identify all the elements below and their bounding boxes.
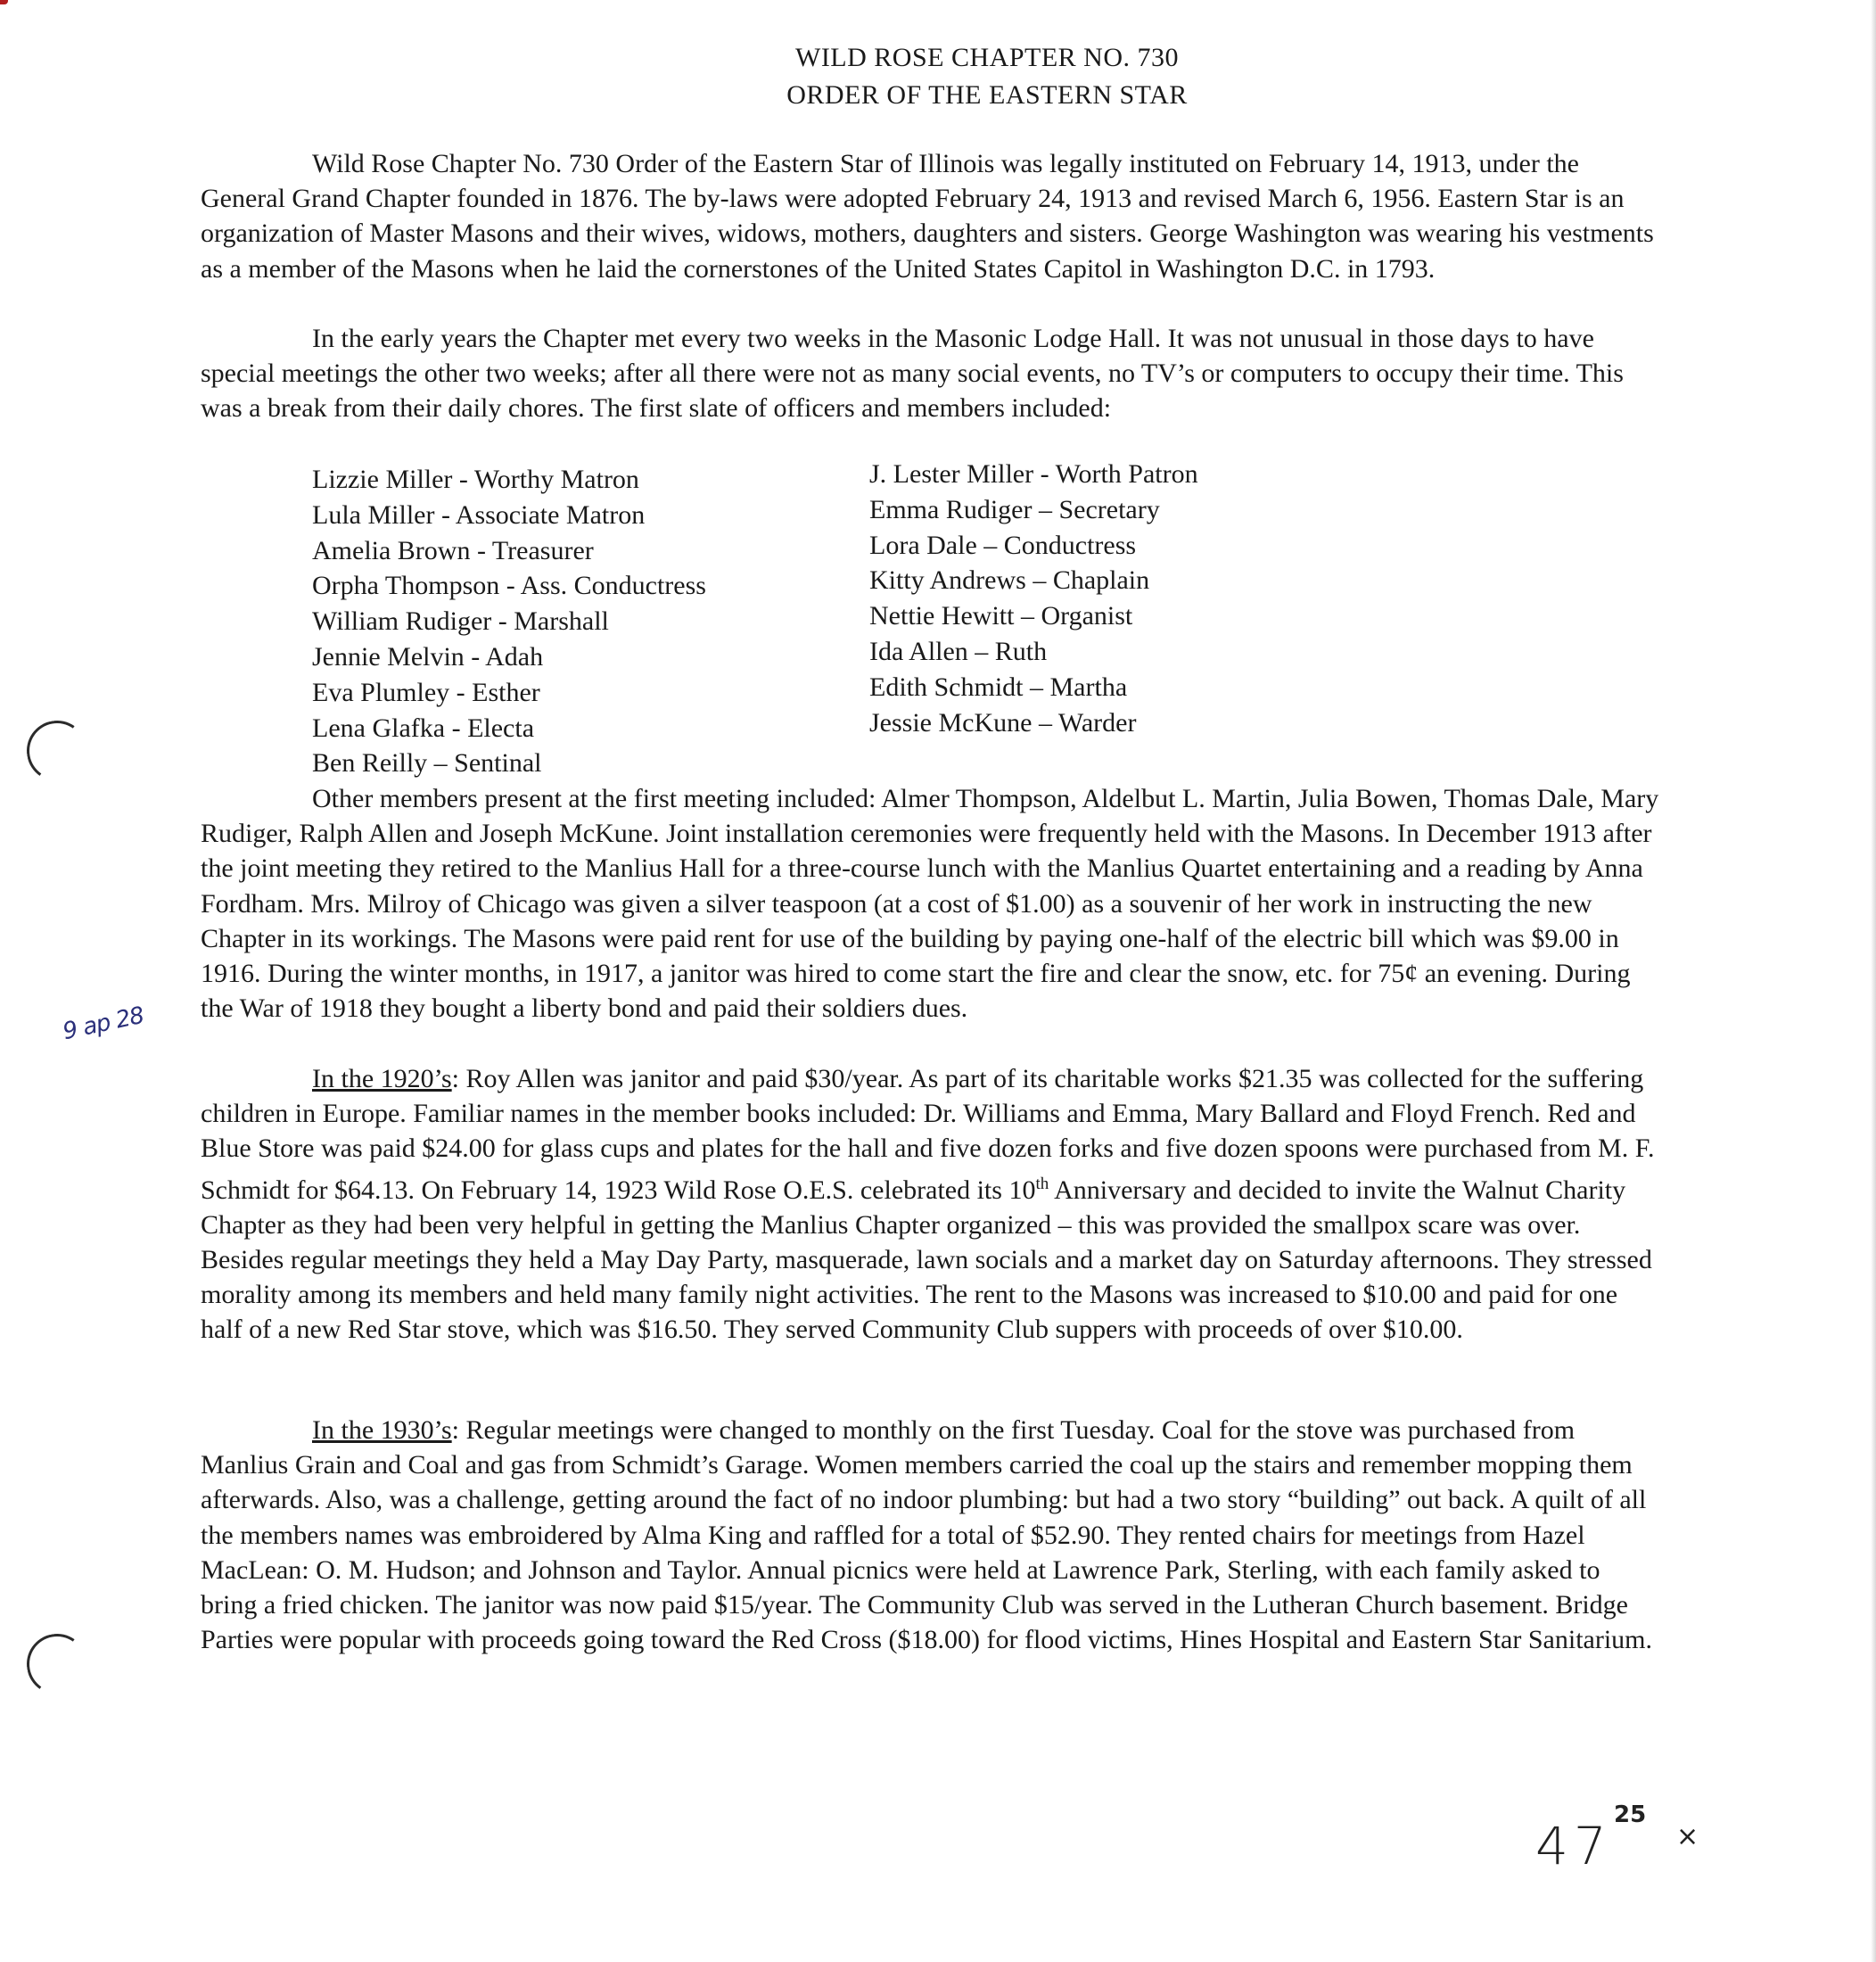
paragraph-1930s-text: : Regular meetings were changed to monthly on the first Tuesday. Coal for the stove was purchased from Manlius Grain and Coal and gas from Schmidt’s Garage. Women members carried the coal up the stairs and remember mopping them afterwards. Also, was a challenge, getting around the fact of no indoor plumbing: but had a two story “building” out back. A quilt of all the members names was embroidered by Alma King and raffled for a total of $52.90. They rented chairs for meetings from Hazel MacLean: O. M. Hudson; and Johnson and Taylor. Annual picnics were held at Lawrence Park, Sterling, with each family asked to bring a fried chicken. The janitor was now paid $15/year. The Community Club was served in the Lutheran Church basement. Bridge Parties were popular with proceeds going toward the Red Cross ($18.00) for flood victims, Hines Hospital and Eastern Star Sanitarium.: [201, 1415, 1652, 1655]
paragraph-1920s-text-cont: Anniversary and decided to invite the Walnut Charity Chapter as they had been very helpful in getting the Manlius Chapter organized – this was provided the smallpox scare was over. Besides regular meetings they held a May Day Party, masquerade, lawn socials and a market day on Saturday afternoons. They stressed morality among its members and held many family night activities. The rent to the Masons was increased to $10.00 and paid for one half of a new Red Star stove, which was $16.50. They served Community Club suppers with proceeds of over $10.00.: [201, 1175, 1652, 1345]
officer-entry: Lizzie Miller - Worthy Matron: [312, 465, 639, 494]
officer-entry: Nettie Hewitt – Organist: [869, 601, 1133, 631]
officer-entry: Lena Glafka - Electa: [312, 713, 535, 743]
paragraph-early-years: [201, 321, 1663, 426]
officer-entry: Lora Dale – Conductress: [869, 530, 1137, 560]
officer-entry: William Rudiger - Marshall: [312, 606, 609, 637]
punch-hole-lower: [22, 1629, 93, 1700]
officer-entry: Ben Reilly – Sentinal: [312, 748, 542, 779]
officers-column-right: [869, 457, 1198, 740]
paragraph-first-meeting-text: Other members present at the first meeting included: Almer Thompson, Aldelbut L. Martin, Julia Bowen, Thomas Dale, Mary Rudiger, Ralph Allen and Joseph McKune. Joint installation ceremonies were frequently held with the Masons. In December 1913 after the joint meeting they retired to the Manlius Hall for a three-course lunch with the Manlius Quartet entertaining and a reading by Anna Fordham. Mrs. Milroy of Chicago was given a silver teaspoon (at a cost of $1.00) as a souvenir of her work in instructing the new Chapter in its workings. The Masons were paid rent for use of the building by paying one-half of the electric bill which was $9.00 in 1916. During the winter months, in 1917, a janitor was hired to come start the fire and clear the snow, etc. for 75¢ an evening. During the War of 1918 they bought a liberty bond and paid their soldiers dues.: [201, 784, 1659, 1024]
officer-entry: Edith Schmidt – Martha: [869, 672, 1128, 702]
paragraph-1920s-text: : Roy Allen was janitor and paid $30/year. As part of its charitable works $21.35 was collected for the suffering children in Europe. Familiar names in the member books included: Dr. Williams and Emma, Mary Ballard and Floyd French. Red and Blue Store was paid $24.00 for glass cups and plates for the hall and five dozen forks and five dozen spoons were purchased from M. F. Schmidt for $64.13. On February 14, 1923 Wild Rose O.E.S. celebrated its 10: [201, 1064, 1655, 1205]
paragraph-intro-text: Wild Rose Chapter No. 730 Order of the Eastern Star of Illinois was legally instituted on February 14, 1913, under the General Grand Chapter founded in 1876. The by-laws were adopted February 24, 1913 and revised March 6, 1956. Eastern Star is an organization of Master Masons and their wives, widows, mothers, daughters and sisters. George Washington was wearing his vestments as a member of the Masons when he laid the cornerstones of the United States Capitol in Washington D.C. in 1793.: [201, 149, 1654, 284]
document-title: [0, 39, 1876, 114]
officer-entry: Amelia Brown - Treasurer: [312, 535, 594, 565]
title-line-2: ORDER OF THE EASTERN STAR: [786, 80, 1188, 110]
paragraph-first-meeting: [201, 781, 1663, 1026]
handwritten-margin-note: 9 ap 28: [60, 1002, 146, 1046]
section-heading-1920s: In the 1920’s: [312, 1064, 452, 1093]
officer-entry: Eva Plumley - Esther: [312, 677, 540, 707]
paragraph-1920s: [201, 1061, 1663, 1348]
paragraph-1930s: [201, 1413, 1663, 1657]
officer-entry: Ida Allen – Ruth: [869, 636, 1048, 666]
handwritten-page-number: 47: [1535, 1816, 1612, 1876]
paragraph-intro: [201, 146, 1663, 286]
page-edge-shadow: [1871, 0, 1876, 1962]
handwritten-page-number-superscript: 25: [1614, 1801, 1647, 1828]
title-line-1: WILD ROSE CHAPTER NO. 730: [795, 43, 1179, 72]
red-corner-mark: [0, 0, 8, 4]
officer-entry: Lula Miller - Associate Matron: [312, 499, 646, 530]
officer-entry: Emma Rudiger – Secretary: [869, 494, 1160, 524]
officers-column-left: [312, 462, 706, 781]
section-heading-1930s: In the 1930’s: [312, 1415, 452, 1445]
punch-hole-upper: [22, 716, 93, 787]
officer-entry: Jennie Melvin - Adah: [312, 641, 544, 672]
officer-entry: Kitty Andrews – Chaplain: [869, 565, 1150, 596]
officer-entry: Orpha Thompson - Ass. Conductress: [312, 571, 706, 601]
superscript-th: th: [1035, 1174, 1049, 1193]
officer-entry: J. Lester Miller - Worth Patron: [869, 459, 1198, 489]
handwritten-mark: ×: [1676, 1821, 1699, 1852]
paragraph-early-years-text: In the early years the Chapter met every two weeks in the Masonic Lodge Hall. It was not unusual in those days to have special meetings the other two weeks; after all there were not as many social events, no TV’s or computers to occupy their time. This was a break from their daily chores. The first slate of officers and members included:: [201, 324, 1624, 424]
officer-entry: Jessie McKune – Warder: [869, 707, 1137, 738]
